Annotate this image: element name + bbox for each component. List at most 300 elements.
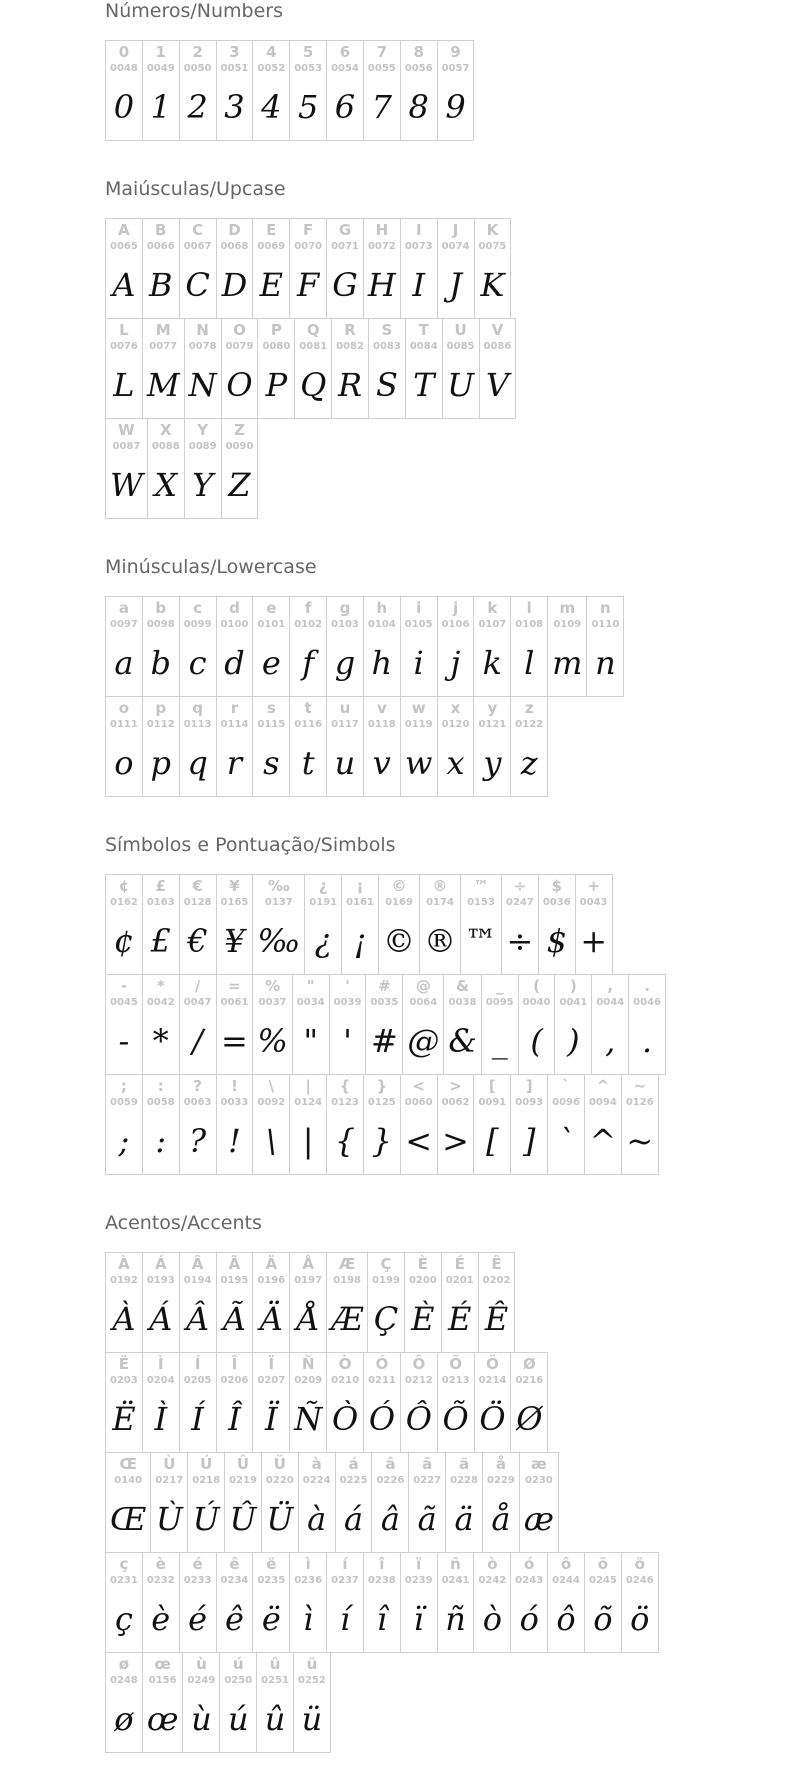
glyph-cell (219, 1652, 257, 1753)
character-code: 0193 (146, 1275, 175, 1286)
character-code: 0199 (372, 1275, 400, 1286)
character-code: 0191 (309, 897, 338, 908)
character-label: J (452, 221, 459, 239)
character-code: 0205 (183, 1375, 212, 1386)
glyph-cell (252, 40, 290, 141)
font-glyph-sample: Ñ (294, 1400, 323, 1438)
font-glyph-sample: Ó (368, 1400, 396, 1438)
font-glyph-sample: - (118, 1022, 130, 1060)
glyph-cell (554, 974, 592, 1075)
font-glyph-sample: y (483, 744, 502, 782)
font-glyph-sample: J (449, 266, 462, 304)
character-code: 0108 (515, 619, 544, 630)
character-label: 4 (266, 43, 277, 61)
character-code: 0214 (478, 1375, 507, 1386)
character-code: 0202 (482, 1275, 511, 1286)
font-glyph-sample: û (264, 1700, 286, 1738)
font-glyph-sample: $ (546, 922, 567, 960)
character-code: 0074 (441, 241, 470, 252)
section-lowercase (105, 556, 795, 796)
glyph-cell (142, 1352, 180, 1453)
character-code: 0227 (413, 1475, 442, 1486)
glyph-cell (105, 596, 143, 697)
character-code: 0058 (146, 1097, 175, 1108)
glyph-cell (187, 1452, 225, 1553)
character-label: u (339, 699, 351, 717)
font-glyph-sample: P (265, 366, 288, 404)
character-label: ï (416, 1555, 422, 1573)
glyph-cell (519, 1452, 559, 1553)
font-glyph-sample: 1 (150, 88, 171, 126)
font-glyph-sample: O (226, 366, 253, 404)
character-label: ô (560, 1555, 572, 1573)
font-glyph-sample: k (482, 644, 503, 682)
character-label: Œ (119, 1455, 137, 1473)
character-label: g (339, 599, 351, 617)
character-code: 0245 (588, 1575, 617, 1586)
glyph-cell (473, 1074, 511, 1175)
font-glyph-sample: M (146, 366, 180, 404)
font-glyph-sample: ‰ (257, 922, 301, 960)
character-code: 0229 (486, 1475, 515, 1486)
character-label: A (118, 221, 130, 239)
character-label: ö (634, 1555, 645, 1573)
glyph-cell (105, 318, 143, 419)
character-code: 0210 (331, 1375, 360, 1386)
glyph-cell (437, 1352, 475, 1453)
character-label: ® (432, 877, 448, 895)
character-code: 0248 (110, 1675, 138, 1686)
character-code: 0252 (298, 1675, 326, 1686)
glyph-cell (363, 696, 401, 797)
font-glyph-sample: ö (630, 1600, 650, 1638)
character-code: 0156 (148, 1675, 177, 1686)
glyph-cell (179, 1352, 217, 1453)
glyph-cell (408, 1452, 446, 1553)
character-code: 0047 (183, 997, 212, 1008)
glyph-cell (341, 874, 379, 975)
character-label: [ (488, 1077, 496, 1095)
glyph-cell (482, 1452, 520, 1553)
glyph-cell (363, 596, 401, 697)
character-label: ` (562, 1077, 570, 1095)
character-label: i (416, 599, 422, 617)
font-glyph-sample: ò (482, 1600, 502, 1638)
character-label: ^ (596, 1077, 610, 1095)
character-code: 0209 (294, 1375, 323, 1386)
font-glyph-sample: U (447, 366, 475, 404)
character-code: 0226 (376, 1475, 405, 1486)
character-code: 0088 (151, 441, 180, 452)
font-glyph-sample: î (376, 1600, 387, 1638)
glyph-cell (142, 874, 180, 975)
glyph-cell (184, 318, 222, 419)
character-label: " (306, 977, 315, 995)
glyph-cell (105, 1652, 143, 1753)
character-label: ä (459, 1455, 470, 1473)
character-label: O (233, 321, 246, 339)
character-code: 0232 (146, 1575, 175, 1586)
character-code: 0239 (404, 1575, 433, 1586)
font-glyph-sample: ¢ (113, 922, 135, 960)
character-code: 0051 (220, 63, 249, 74)
character-label: , (607, 977, 614, 995)
font-glyph-sample: 7 (371, 88, 392, 126)
character-label: ç (119, 1555, 129, 1573)
font-glyph-sample: T (413, 366, 435, 404)
character-code: 0125 (367, 1097, 396, 1108)
character-label: ê (229, 1555, 240, 1573)
font-glyph-sample: F (297, 266, 320, 304)
character-code: 0100 (220, 619, 249, 630)
character-label: e (266, 599, 277, 617)
font-glyph-sample: q (187, 744, 208, 782)
font-glyph-sample: u (334, 744, 356, 782)
font-glyph-sample: E (259, 266, 283, 304)
glyph-grid (105, 1252, 795, 1752)
character-label: E (266, 221, 277, 239)
character-code: 0218 (192, 1475, 221, 1486)
character-label: - (120, 977, 128, 995)
character-label: ¡ (356, 877, 364, 895)
glyph-cell (326, 696, 364, 797)
character-code: 0238 (367, 1575, 396, 1586)
glyph-cell (363, 40, 401, 141)
font-glyph-sample: L (113, 366, 135, 404)
character-code: 0073 (404, 241, 433, 252)
character-label: ã (422, 1455, 433, 1473)
character-code: 0091 (478, 1097, 507, 1108)
font-glyph-sample: G (332, 266, 358, 304)
character-code: 0249 (187, 1675, 216, 1686)
character-label: Ó (375, 1355, 389, 1373)
font-glyph-sample: p (150, 744, 171, 782)
character-code: 0216 (515, 1375, 544, 1386)
character-code: 0247 (506, 897, 534, 908)
glyph-cell (105, 218, 143, 319)
glyph-cell (473, 596, 511, 697)
character-label: s (266, 699, 276, 717)
glyph-cell (289, 218, 327, 319)
glyph-cell (294, 318, 332, 419)
character-label: Å (302, 1255, 314, 1273)
character-label: v (376, 699, 387, 717)
glyph-cell (221, 318, 259, 419)
character-label: p (155, 699, 167, 717)
character-label: R (344, 321, 356, 339)
character-code: 0080 (262, 341, 291, 352)
character-label: D (228, 221, 241, 239)
character-code: 0103 (331, 619, 359, 630)
character-code: 0071 (331, 241, 359, 252)
glyph-cell (326, 1252, 368, 1353)
glyph-cell (404, 1252, 442, 1353)
glyph-cell (400, 1552, 438, 1653)
font-glyph-sample: ï (413, 1600, 424, 1638)
character-code: 0094 (588, 1097, 617, 1108)
font-glyph-sample: Ã (222, 1300, 246, 1338)
glyph-cell (252, 1252, 290, 1353)
glyph-cell (224, 1452, 262, 1553)
section-upcase (105, 178, 795, 518)
character-label: É (454, 1255, 465, 1273)
font-glyph-sample: Å (296, 1300, 320, 1338)
character-label: & (456, 977, 470, 995)
glyph-cell (105, 874, 143, 975)
character-label: N (196, 321, 209, 339)
font-glyph-sample: Á (149, 1300, 173, 1338)
glyph-cell (518, 974, 556, 1075)
font-glyph-sample: Ô (405, 1400, 432, 1438)
glyph-cell (252, 974, 292, 1075)
character-label: ò (487, 1555, 498, 1573)
glyph-cell (419, 874, 461, 975)
glyph-cell (474, 1352, 512, 1453)
character-code: 0109 (553, 619, 582, 630)
character-label: ü (306, 1655, 318, 1673)
font-glyph-sample: ü (301, 1700, 323, 1738)
font-glyph-sample: ' (343, 1022, 352, 1060)
glyph-cell (184, 418, 222, 519)
character-label: @ (415, 977, 431, 995)
glyph-cell (400, 218, 438, 319)
character-code: 0206 (220, 1375, 249, 1386)
font-glyph-sample: o (114, 744, 134, 782)
character-code: 0124 (294, 1097, 323, 1108)
character-label: 0 (118, 43, 130, 61)
glyph-cell (105, 1352, 143, 1453)
character-code: 0212 (404, 1375, 433, 1386)
character-label: { (339, 1077, 351, 1095)
character-code: 0040 (522, 997, 551, 1008)
glyph-cell (501, 874, 539, 975)
character-label: = (228, 977, 241, 995)
section-simbols (105, 834, 795, 1174)
character-code: 0045 (110, 997, 138, 1008)
character-code: 0078 (188, 341, 217, 352)
character-label: r (230, 699, 239, 717)
character-code: 0098 (146, 619, 175, 630)
glyph-cell (179, 596, 217, 697)
character-label: B (155, 221, 167, 239)
character-code: 0250 (224, 1675, 253, 1686)
font-glyph-sample: É (448, 1300, 472, 1338)
glyph-cell (378, 874, 420, 975)
character-label: ¢ (118, 877, 130, 895)
character-label: ë (266, 1555, 277, 1573)
font-glyph-sample: g (334, 644, 356, 682)
font-glyph-sample: 6 (334, 88, 356, 126)
character-label: Ì (157, 1355, 164, 1373)
font-glyph-sample: ( (530, 1022, 543, 1060)
glyph-cell (105, 696, 143, 797)
font-glyph-sample: S (375, 366, 398, 404)
character-code: 0117 (331, 719, 359, 730)
character-code: 0086 (483, 341, 512, 352)
character-code: 0070 (294, 241, 323, 252)
font-character-map (105, 0, 795, 1790)
glyph-cell (510, 1352, 548, 1453)
character-code: 0231 (110, 1575, 138, 1586)
glyph-cell (326, 218, 364, 319)
character-label: 2 (192, 43, 203, 61)
character-label: F (303, 221, 314, 239)
font-glyph-sample: ¥ (224, 922, 245, 960)
character-label: £ (155, 877, 166, 895)
font-glyph-sample: f (302, 644, 315, 682)
character-label: è (155, 1555, 166, 1573)
character-code: 0048 (110, 63, 138, 74)
glyph-cell (481, 974, 519, 1075)
section-numbers (105, 0, 795, 140)
character-code: 0174 (426, 897, 454, 908)
character-code: 0062 (441, 1097, 470, 1108)
character-code: 0110 (591, 619, 620, 630)
glyph-grid (105, 40, 795, 140)
glyph-cell (510, 1552, 548, 1653)
section-title: Símbolos e Pontuação/Simbols (105, 834, 396, 856)
glyph-cell (216, 974, 254, 1075)
font-glyph-sample: " (303, 1022, 319, 1060)
font-glyph-sample: C (185, 266, 210, 304)
character-code: 0230 (524, 1475, 553, 1486)
character-code: 0106 (441, 619, 470, 630)
character-code: 0242 (478, 1575, 507, 1586)
character-code: 0243 (515, 1575, 544, 1586)
glyph-cell (142, 1074, 180, 1175)
glyph-cell (400, 696, 438, 797)
glyph-cell (289, 1552, 327, 1653)
character-code: 0201 (445, 1275, 474, 1286)
character-code: 0224 (302, 1475, 331, 1486)
character-label: Í (194, 1355, 201, 1373)
font-glyph-sample: ¡ (353, 922, 367, 960)
glyph-cell (257, 318, 295, 419)
glyph-cell (252, 1074, 290, 1175)
character-code: 0049 (146, 63, 175, 74)
glyph-cell (510, 596, 548, 697)
font-glyph-sample: B (149, 266, 173, 304)
font-glyph-sample: N (188, 366, 217, 404)
character-label: + (587, 877, 600, 895)
character-code: 0061 (220, 997, 249, 1008)
font-glyph-sample: # (370, 1022, 398, 1060)
character-code: 0090 (225, 441, 254, 452)
glyph-cell (329, 974, 367, 1075)
character-code: 0035 (370, 997, 399, 1008)
glyph-cell (547, 596, 587, 697)
glyph-cell (538, 874, 576, 975)
character-label: ~ (633, 1077, 647, 1095)
font-glyph-sample: Â (186, 1300, 210, 1338)
character-code: 0122 (515, 719, 544, 730)
character-code: 0207 (257, 1375, 286, 1386)
font-glyph-sample: + (580, 922, 608, 960)
character-label: l (526, 599, 532, 617)
character-code: 0055 (367, 63, 396, 74)
font-glyph-sample: ! (228, 1122, 241, 1160)
character-label: Î (231, 1355, 238, 1373)
character-label: z (524, 699, 534, 717)
font-glyph-sample: . (642, 1022, 653, 1060)
character-label: Ø (522, 1355, 536, 1373)
font-glyph-sample: ® (424, 922, 456, 960)
glyph-cell (400, 1352, 438, 1453)
character-code: 0225 (339, 1475, 368, 1486)
character-label: t (304, 699, 312, 717)
font-glyph-sample: Œ (110, 1500, 147, 1538)
font-glyph-sample: [ (486, 1122, 499, 1160)
font-glyph-sample: R (338, 366, 363, 404)
character-label: / (194, 977, 201, 995)
character-label: © (391, 877, 407, 895)
character-code: 0095 (485, 997, 514, 1008)
character-code: 0213 (441, 1375, 470, 1386)
font-glyph-sample: œ (146, 1700, 179, 1738)
character-code: 0105 (404, 619, 433, 630)
character-code: 0234 (220, 1575, 249, 1586)
font-glyph-sample: t (301, 744, 315, 782)
glyph-cell (142, 1252, 180, 1353)
character-code: 0246 (625, 1575, 654, 1586)
font-glyph-sample: d (224, 644, 245, 682)
character-code: 0060 (404, 1097, 433, 1108)
character-code: 0084 (409, 341, 438, 352)
character-label: Ú (200, 1455, 213, 1473)
glyph-cell (584, 1552, 622, 1653)
character-code: 0161 (346, 897, 374, 908)
glyph-cell (584, 1074, 622, 1175)
font-glyph-sample: ë (261, 1600, 281, 1638)
character-label: Æ (338, 1255, 356, 1273)
font-glyph-sample: 0 (113, 88, 135, 126)
font-glyph-sample: m (552, 644, 583, 682)
character-label: h (376, 599, 388, 617)
character-code: 0037 (258, 997, 287, 1008)
glyph-cell (261, 1452, 299, 1553)
character-code: 0204 (146, 1375, 175, 1386)
character-code: 0203 (110, 1375, 138, 1386)
font-glyph-sample: ` (558, 1122, 575, 1160)
font-glyph-sample: @ (407, 1022, 440, 1060)
font-glyph-sample: ) (567, 1022, 580, 1060)
glyph-grid (105, 218, 795, 518)
font-glyph-sample: b (150, 644, 171, 682)
font-glyph-sample: æ (523, 1500, 554, 1538)
character-code: 0192 (110, 1275, 138, 1286)
glyph-cell (252, 1352, 290, 1453)
font-glyph-sample: Æ (331, 1300, 364, 1338)
font-glyph-sample: w (404, 744, 433, 782)
character-label: # (378, 977, 391, 995)
glyph-cell (326, 40, 364, 141)
glyph-cell (142, 696, 180, 797)
glyph-cell (443, 974, 481, 1075)
character-code: 0097 (110, 619, 138, 630)
glyph-cell (179, 218, 217, 319)
character-label: U (454, 321, 467, 339)
glyph-cell (363, 1552, 401, 1653)
glyph-cell (289, 40, 327, 141)
glyph-cell (289, 1352, 327, 1453)
glyph-cell (182, 1652, 220, 1753)
character-code: 0085 (446, 341, 475, 352)
character-label: V (491, 321, 504, 339)
character-code: 0102 (294, 619, 323, 630)
character-label: * (156, 977, 165, 995)
font-glyph-sample: £ (150, 922, 171, 960)
character-label: È (417, 1255, 428, 1273)
